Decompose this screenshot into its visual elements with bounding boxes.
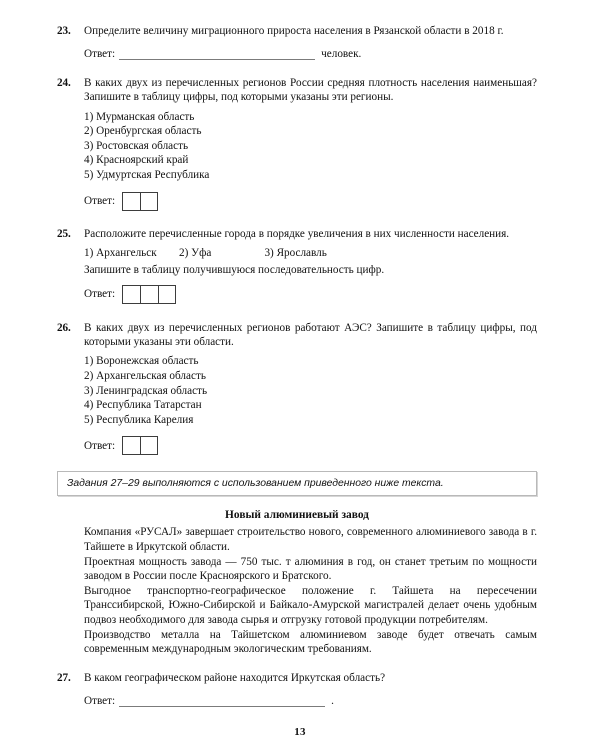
question-23-answer-row	[84, 47, 537, 61]
page-number: 13	[294, 726, 306, 738]
question-27-answer-label: Ответ:	[84, 694, 116, 707]
question-26	[57, 321, 537, 455]
passage-paragraph: Проектная мощность завода — 750 тыс. т алюминия в год, он станет третьим по мощности заводом в России после Красноярского и Братского.	[84, 555, 537, 583]
question-24-options	[84, 110, 537, 183]
passage-paragraph: Производство металла на Тайшетском алюминиевом заводе будет отвечать самым современным международным экологическим требованиям.	[84, 628, 537, 656]
question-26-answer-cells	[122, 436, 158, 455]
passage-paragraph: Компания «РУСАЛ» завершает строительство нового, современного алюминиевого завода в г. Тайшете в Иркутской области.	[84, 526, 537, 553]
question-27-number: 27.	[57, 671, 71, 684]
option-item[interactable]: 2) Оренбургская область	[84, 125, 202, 138]
answer-cell[interactable]	[158, 285, 176, 304]
question-25-options-inline[interactable]: 1) Архангельск 2) Уфа 3) Ярославль	[84, 246, 327, 259]
answer-cell[interactable]	[122, 192, 140, 211]
question-25-text: Расположите перечисленные города в порядке увеличения в них численности населения.	[84, 227, 510, 240]
question-25-number: 25.	[57, 227, 71, 240]
option-item[interactable]: 5) Удмуртская Республика	[84, 168, 210, 181]
question-23-answer-suffix: человек.	[321, 48, 362, 61]
option-item[interactable]: 1) Мурманская область	[84, 110, 195, 123]
instruction-box	[57, 471, 537, 496]
question-27-answer-row	[84, 694, 537, 708]
answer-cell[interactable]	[140, 436, 158, 455]
answer-cell[interactable]	[140, 285, 158, 304]
spacer	[57, 657, 537, 671]
question-24-text: В каких двух из перечисленных регионов России средняя плотность населения наименьшая? Запишите в таблицу цифры, под которыми указаны эти регионы.	[84, 77, 537, 104]
question-24-answer-label: Ответ:	[84, 195, 116, 208]
option-item[interactable]: 3) Ростовская область	[84, 139, 189, 152]
option-item[interactable]: 4) Красноярский край	[84, 154, 189, 167]
question-25-answer-row	[84, 285, 537, 304]
question-27-text: В каком географическом районе находится Иркутская область?	[84, 671, 386, 684]
question-26-text: В каких двух из перечисленных регионов работают АЭС? Запишите в таблицу цифры, под которыми указаны эти области.	[84, 321, 537, 349]
question-27	[57, 671, 537, 708]
option-item[interactable]: 1) Воронежская область	[84, 355, 199, 368]
question-23	[57, 24, 537, 61]
question-24-number: 24.	[57, 77, 71, 90]
passage-paragraph: Выгодное транспортно-географическое положение г. Тайшета на пересечении Транссибирской, Южно-Сибирской и Байкало-Амурской магистралей делает очень удобным подвоз необходимого для завода сырья и отгрузку готовой продукции потребителям.	[84, 584, 537, 626]
question-25	[57, 227, 537, 304]
option-item[interactable]: 5) Республика Карелия	[84, 413, 194, 426]
question-26-options	[84, 354, 537, 427]
question-24-answer-row	[84, 192, 537, 211]
question-25-answer-cells	[122, 285, 176, 304]
option-item[interactable]: 4) Республика Татарстан	[84, 399, 202, 412]
question-26-answer-row	[84, 436, 537, 455]
spacer	[57, 213, 537, 227]
answer-cell[interactable]	[122, 285, 140, 304]
passage-body	[57, 525, 537, 656]
question-26-number: 26.	[57, 321, 71, 334]
question-27-answer-suffix: .	[331, 694, 334, 707]
answer-cell[interactable]	[140, 192, 158, 211]
question-25-note: Запишите в таблицу получившуюся последовательность цифр.	[84, 264, 385, 277]
question-24	[57, 76, 537, 210]
passage-title: Новый алюминиевый завод	[225, 509, 369, 522]
option-item[interactable]: 2) Архангельская область	[84, 369, 206, 382]
question-27-answer-line[interactable]	[119, 695, 325, 707]
question-23-number: 23.	[57, 25, 71, 37]
question-24-answer-cells	[122, 192, 158, 211]
question-25-answer-label: Ответ:	[84, 288, 116, 301]
spacer	[57, 63, 537, 76]
instruction-text: Задания 27–29 выполняются с использованием приведенного ниже текста.	[67, 478, 444, 490]
question-23-text: Определите величину миграционного прироста населения в Рязанской области в 2018 г.	[84, 25, 504, 37]
option-item[interactable]: 3) Ленинградская область	[84, 384, 208, 397]
answer-cell[interactable]	[122, 436, 140, 455]
question-23-answer-label: Ответ:	[84, 48, 116, 61]
spacer	[57, 306, 537, 321]
question-26-answer-label: Ответ:	[84, 439, 116, 452]
question-23-answer-line[interactable]	[119, 48, 315, 60]
